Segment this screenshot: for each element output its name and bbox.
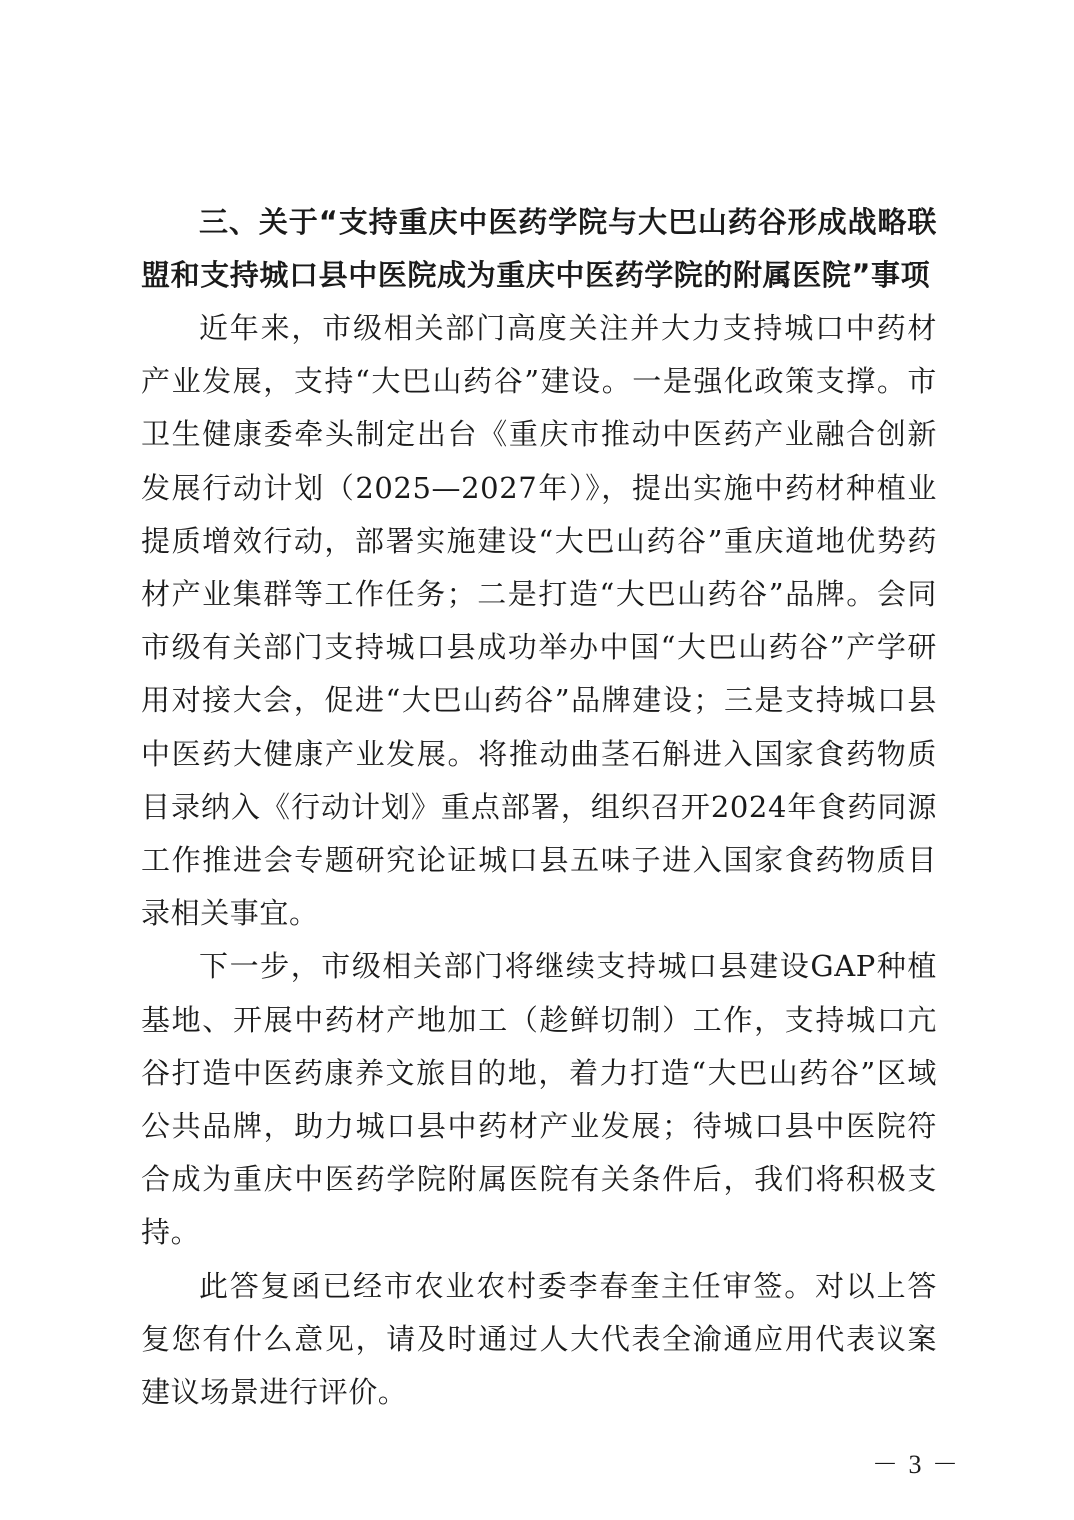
page-number: － 3 －	[872, 1450, 961, 1479]
paragraph-progress: 近年来，市级相关部门高度关注并大力支持城口中药材产业发展，支持“大巴山药谷”建设。一是强化政策支撑。市卫生健康委牵头制定出台《重庆市推动中医药产业融合创新发展行动计划（2025—2027年）》，提出实施中药材种植业提质增效行动，部署实施建设“大巴山药谷”重庆道地优势药材产业集群等工作任务；二是打造“大巴山药谷”品牌。会同市级有关部门支持城口县成功举办中国“大巴山药谷”产学研用对接大会，促进“大巴山药谷”品牌建设；三是支持城口县中医药大健康产业发展。将推动曲茎石斛进入国家食药物质目录纳入《行动计划》重点部署，组织召开2024年食药同源工作推进会专题研究论证城口县五味子进入国家食药物质目录相关事宜。	[141, 311, 937, 931]
paragraph-closing: 此答复函已经市农业农村委李春奎主任审签。对以上答复您有什么意见，请及时通过人大代表全渝通应用代表议案建议场景进行评价。	[141, 1268, 937, 1410]
section-heading: 三、关于“支持重庆中医药学院与大巴山药谷形成战略联盟和支持城口县中医院成为重庆中医药学院的附属医院”事项	[141, 205, 937, 292]
paragraph-next-steps: 下一步，市级相关部门将继续支持城口县建设GAP种植基地、开展中药材产地加工（趁鲜切制）工作，支持城口亢谷打造中医药康养文旅目的地，着力打造“大巴山药谷”区域公共品牌，助力城口县中药材产业发展；待城口县中医院符合成为重庆中医药学院附属医院有关条件后，我们将积极支持。	[141, 949, 937, 1250]
document-body	[141, 196, 937, 1419]
